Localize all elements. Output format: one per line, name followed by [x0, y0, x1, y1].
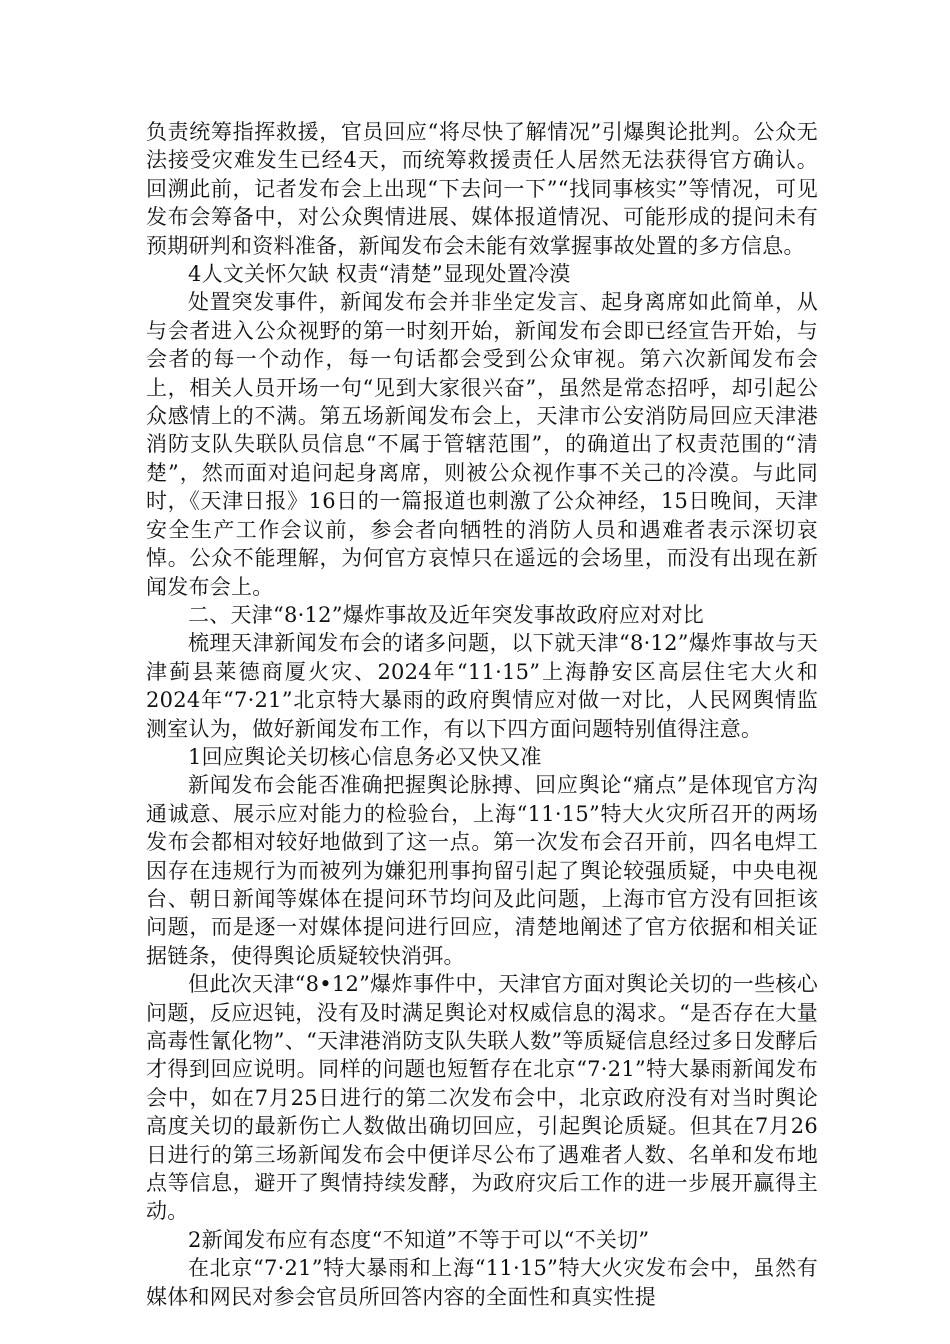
section-heading: 2新闻发布应有态度“不知道”不等于可以“不关切”	[188, 1227, 650, 1252]
body-paragraph: 在北京“7·21”特大暴雨和上海“11·15”特大火灾发布会中，虽然有媒体和网民对参会官员所回答内容的全面性和真实性提	[146, 1256, 818, 1309]
document-page	[146, 118, 818, 1311]
section-heading: 二、天津“8·12”爆炸事故及近年突发事故政府应对对比	[188, 602, 704, 627]
body-paragraph: 新闻发布会能否准确把握舆论脉搏、回应舆论“痛点”是体现官方沟通诚意、展示应对能力的检验台，上海“11·15”特大火灾所召开的两场发布会都相对较好地做到了这一点。第一次发布会召开前，四名电焊工因存在违规行为而被列为嫌犯刑事拘留引起了舆论较强质疑，中央电视台、朝日新闻等媒体在提问环节均问及此问题，上海市官方没有回拒该问题，而是逐一对媒体提问进行回应，清楚地阐述了官方依据和相关证据链条，使得舆论质疑较快消弭。	[146, 773, 818, 968]
section-heading: 1回应舆论关切核心信息务必又快又准	[188, 744, 542, 769]
body-paragraph: 负责统筹指挥救援，官员回应“将尽快了解情况”引爆舆论批判。公众无法接受灾难发生已经4天，而统筹救援责任人居然无法获得官方确认。回溯此前，记者发布会上出现“下去问一下”“找同事核实”等情况，可见发布会筹备中，对公众舆情进展、媒体报道情况、可能形成的提问未有预期研判和资料准备，新闻发布会未能有效掌握事故处置的多方信息。	[146, 120, 818, 258]
section-heading: 4人文关怀欠缺 权责“清楚”显现处置冷漠	[188, 262, 571, 287]
body-paragraph: 但此次天津“8•12”爆炸事件中，天津官方面对舆论关切的一些核心问题，反应迟钝，没有及时满足舆论对权威信息的渴求。“是否存在大量高毒性氰化物”、“天津港消防支队失联人数”等质疑信息经过多日发酵后才得到回应说明。同样的问题也短暂存在北京“7·21”特大暴雨新闻发布会中，如在7月25日进行的第二次发布会中，北京政府没有对当时舆论高度关切的最新伤亡人数做出确切回应，引起舆论质疑。但其在7月26日进行的第三场新闻发布会中便详尽公布了遇难者人数、名单和发布地点等信息，避开了舆情持续发酵，为政府灾后工作的进一步展开赢得主动。	[146, 972, 818, 1224]
body-paragraph: 处置突发事件，新闻发布会并非坐定发言、起身离席如此简单，从与会者进入公众视野的第一时刻开始，新闻发布会即已经宣告开始，与会者的每一个动作，每一句话都会受到公众审视。第六次新闻发布会上，相关人员开场一句“见到大家很兴奋”，虽然是常态招呼，却引起公众感情上的不满。第五场新闻发布会上，天津市公安消防局回应天津港消防支队失联队员信息“不属于管辖范围”，的确道出了权责范围的“清楚”，然而面对追问起身离席，则被公众视作事不关己的冷漠。与此同时，《天津日报》16日的一篇报道也刺激了公众神经，15日晚间，天津安全生产工作会议前，参会者向牺牲的消防人员和遇难者表示深切哀悼。公众不能理解，为何官方哀悼只在遥远的会场里，而没有出现在新闻发布会上。	[146, 290, 818, 599]
body-paragraph: 梳理天津新闻发布会的诸多问题，以下就天津“8·12”爆炸事故与天津蓟县莱德商厦火灾、2024年“11·15”上海静安区高层住宅大火和2024年“7·21”北京特大暴雨的政府舆情应对做一对比，人民网舆情监测室认为，做好新闻发布工作，有以下四方面问题特别值得注意。	[146, 631, 818, 741]
